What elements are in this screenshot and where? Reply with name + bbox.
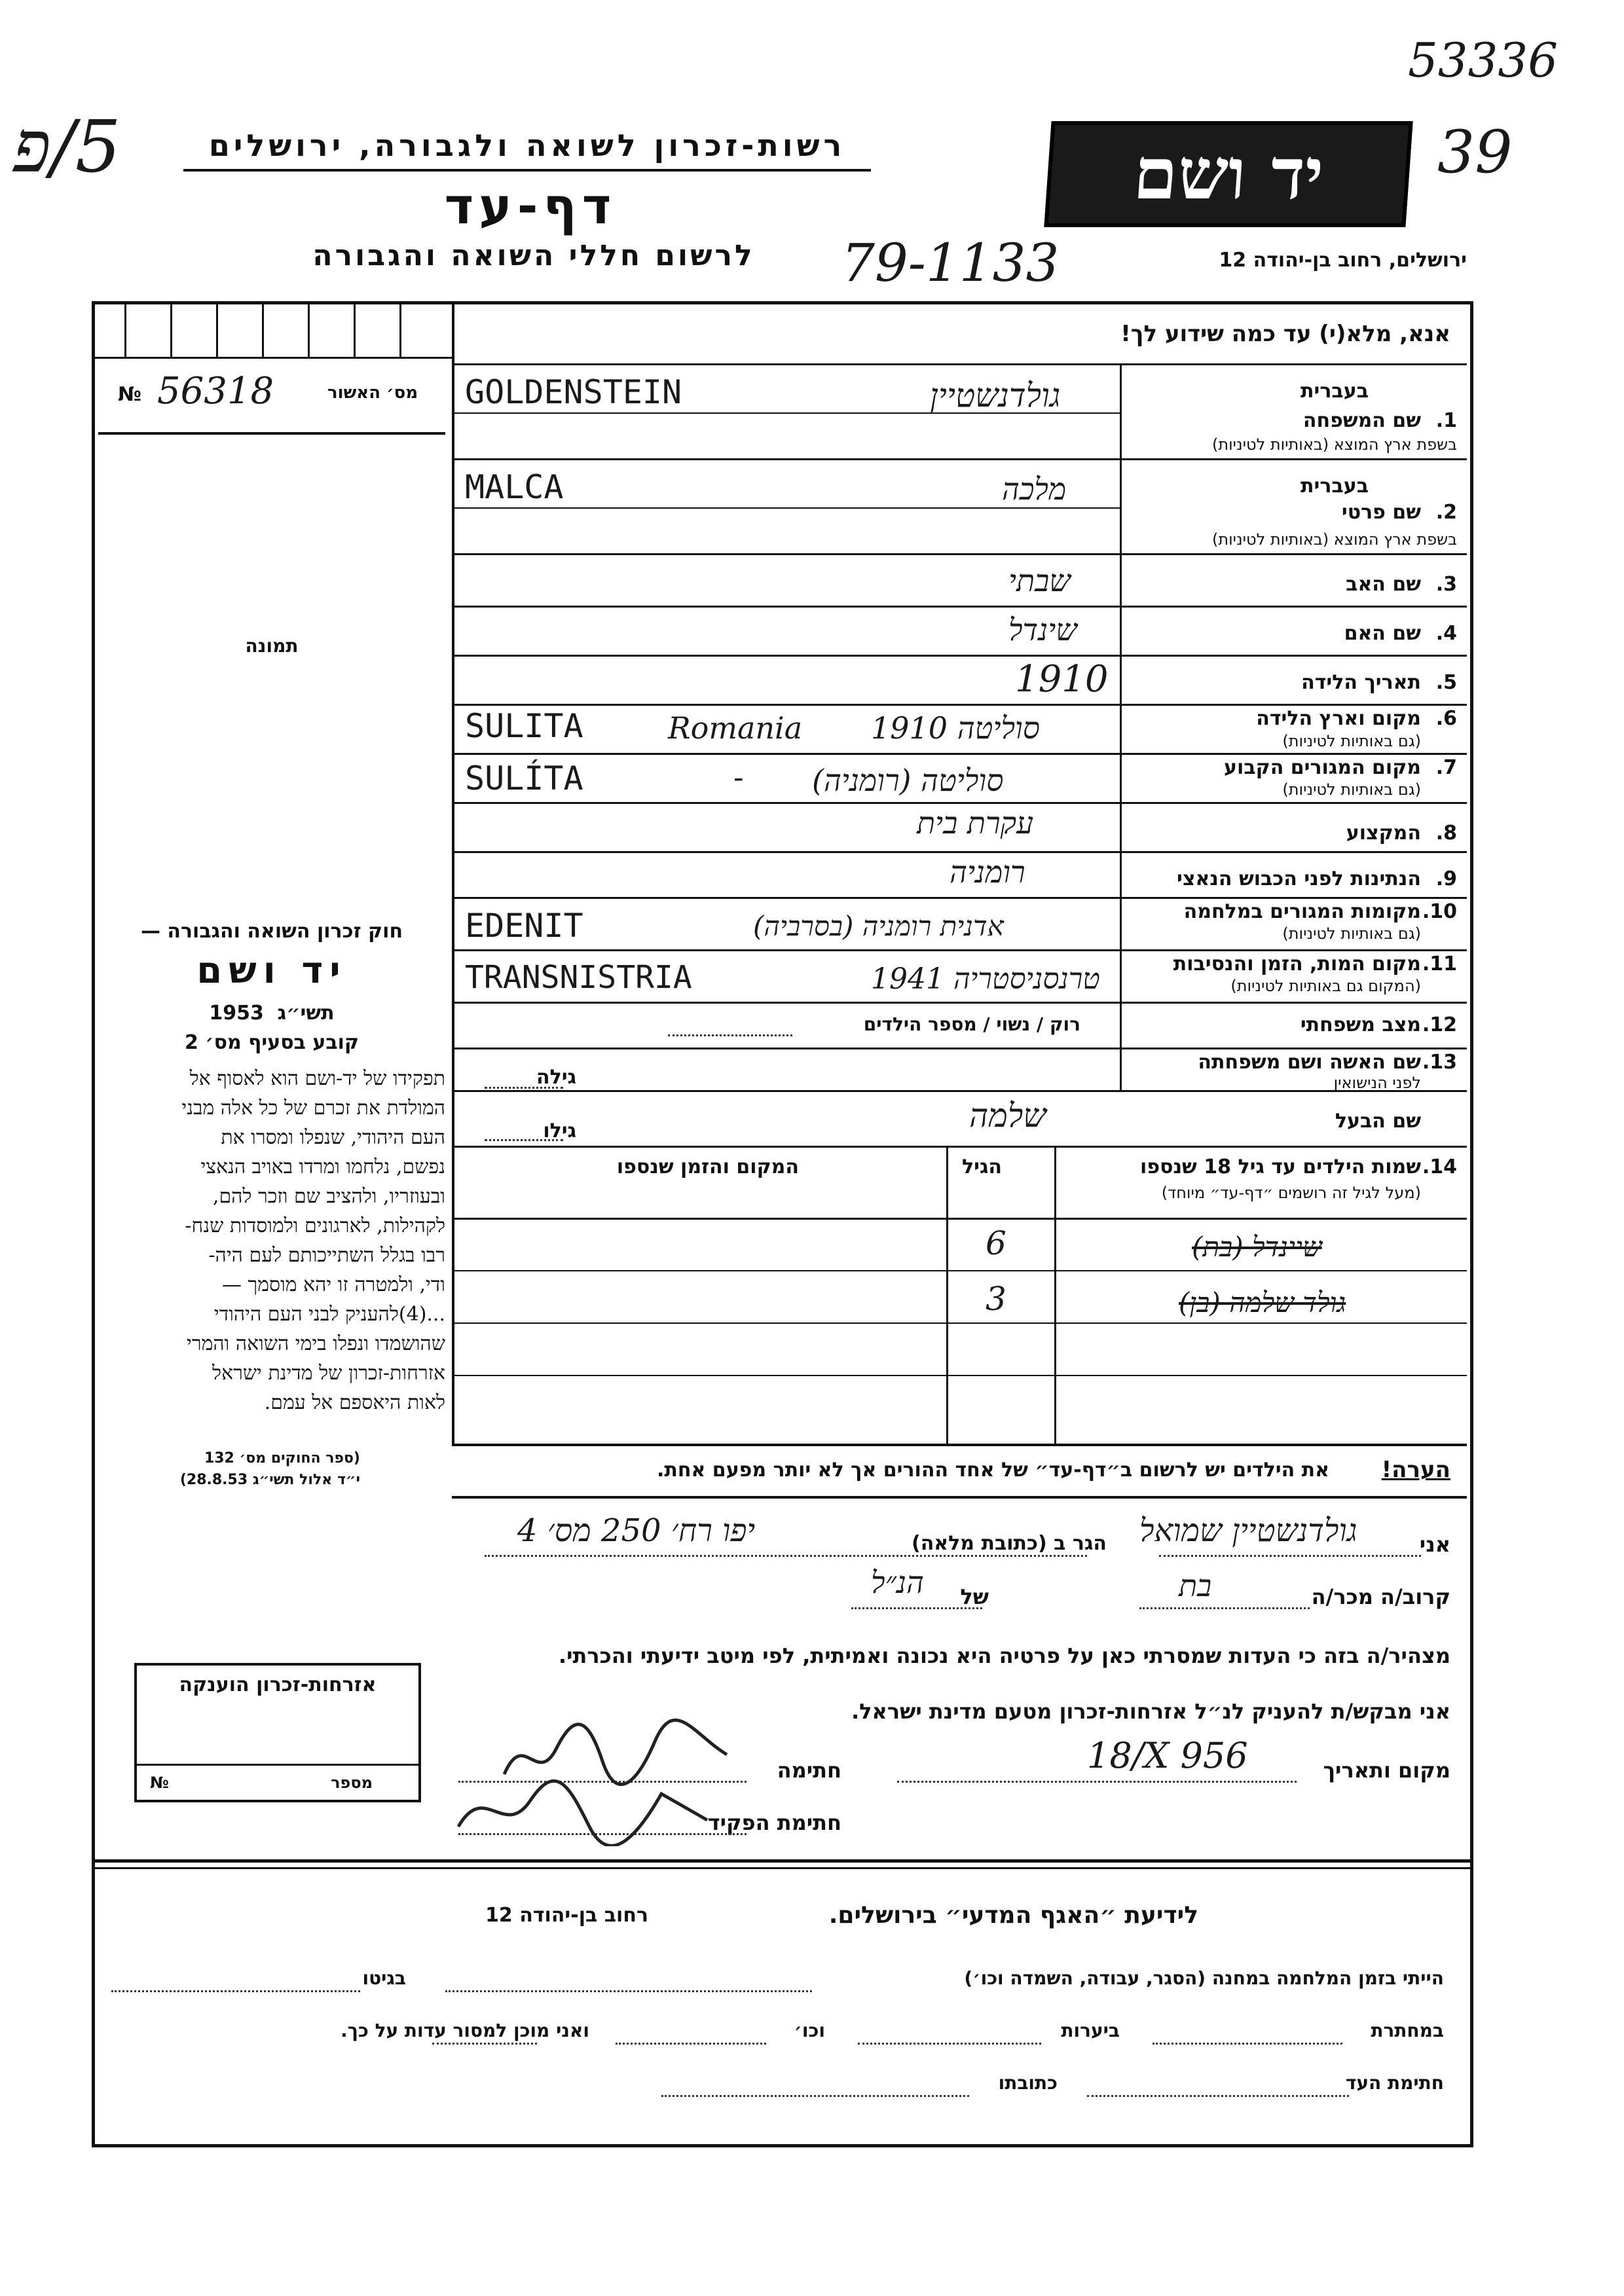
field14-place-col: המקום והזמן שנספו [616,1156,799,1178]
field6-latin2: Romania [668,710,803,746]
field6-hebrew: סוליטה 1910 [871,710,1040,746]
footer-heading: לידיעת ״האגף המדעי״ בירושלים. [828,1902,1198,1929]
field2-sub: בשפת ארץ המוצא (באותיות לטיניות) [1212,530,1457,549]
field6-sub: (גם באותיות לטיניות) [1282,732,1421,750]
field11-latin: TRANSNISTRIA [465,959,692,996]
husband-value: שלמה [969,1097,1046,1135]
law-body-line: המולדת את זכרם של כל אלה מבני [181,1097,445,1120]
field1-heb-tag: בעברית [1301,380,1369,403]
photo-label: תמונה [245,635,299,657]
field1-sub: בשפת ארץ המוצא (באותיות לטיניות) [1212,435,1457,454]
law-citation: (ספר החוקים מס׳ 132 [204,1450,360,1467]
footer-line2-b: ביערות [1061,2020,1120,2041]
field7-latin: SULÍTA [465,759,583,797]
field6-latin: SULITA [465,707,583,745]
declarant-address: יפו רח׳ 250 מס׳ 4 [517,1512,756,1549]
column-divider [452,301,454,1444]
husband-age-label: גילו [543,1120,576,1142]
footer-line2-c: וכו׳ [794,2020,825,2041]
declaration-text: מצהיר/ה בזה כי העדות שמסרתי כאן על פרטיה היא נכונה ואמיתית, לפי מיטב ידיעתי והכרתי. [558,1643,1450,1668]
law-year: 1953 תשי״ג [209,1002,335,1025]
field4-value: שינדל [1008,612,1077,647]
law-body-line: העם היהודי, שנפלו ומסרו את [221,1126,445,1149]
field3-label: שם האב [1346,573,1421,596]
field3-number: 3. [1435,573,1457,596]
logo-text: יד ושם [1130,133,1327,215]
field13-sub: לפני הנישואין [1333,1074,1421,1092]
field1-hebrew: גולדנשטיין [930,376,1061,414]
field7-dash: - [733,759,744,795]
law-body-line: תפקידו של יד-ושם הוא לאסוף אל [189,1067,445,1090]
field2-hebrew: מלכה [1002,471,1067,507]
law-body-line: אזרחות-זכרון של מדינת ישראל [212,1362,445,1385]
field6-number: 6. [1435,707,1457,730]
label-divider [1120,363,1122,1090]
intro-text: אנא, מלא(י) עד כמה שידוע לך! [1120,321,1450,347]
footer-line3-b: כתובתו [998,2072,1058,2094]
field10-latin: EDENIT [465,907,583,945]
field12-options: רוק / נשוי / מספר הילדים [863,1013,1080,1035]
field5-value: 1910 [1015,658,1109,701]
note-label: הערה! [1381,1457,1450,1483]
authority-name: רשות-זכרון לשואה ולגבורה, ירושלים [208,128,846,163]
field5-label: תאריך הלידה [1301,671,1421,694]
field11-hebrew: טרנסניסטריה 1941 [871,962,1100,996]
law-body-line: ודי, ולמטרה זו יהא מוסמך — [221,1273,445,1296]
field9-label: הנתינות לפני הכבוש הנאצי [1177,867,1421,890]
field10-label: מקומות המגורים במלחמה [1183,900,1421,923]
child2-name: גולד שלמה (בן) [1179,1286,1346,1319]
footer-line1-b: בגיטו [362,1967,406,1989]
child1-name: שיינדל (בת) [1192,1231,1322,1263]
law-citation-2: י״ד אלול תשי״ג 28.8.53) [179,1472,360,1488]
relative-label: קרוב/ה מכר/ה [1311,1584,1450,1609]
child1-age: 6 [986,1224,1006,1262]
field14-age-col: הגיל [962,1156,1002,1178]
field12-number: 12. [1422,1013,1457,1036]
signature-label: חתימה [777,1758,841,1783]
handwritten-ref: 79-1133 [841,232,1060,293]
law-body-line: נפשם, נלחמו ומרדו באויב הנאצי [200,1156,445,1178]
field12-label: מצב משפחתי [1300,1013,1421,1036]
law-body [98,1064,445,1417]
field9-number: 9. [1435,867,1457,890]
approval-label: מס׳ האשור [327,383,418,403]
field11-sub: (המקום גם באותיות לטיניות) [1230,977,1421,995]
footer-line1-a: הייתי בזמן המלחמה במחנה (הסגר, עבודה, השמדה וכו׳) [964,1967,1444,1989]
field14-label: שמות הילדים עד גיל 18 שנספו [1140,1156,1421,1178]
field6-label: מקום וארץ הלידה [1256,707,1421,730]
field11-number: 11. [1422,953,1457,975]
place-date-label: מקום ותאריך [1323,1758,1450,1783]
field9-value: רומניה [950,854,1025,890]
field10-number: 10. [1422,900,1457,923]
citizenship-title: אזרחות-זכרון הוענקה [179,1673,377,1696]
of-value: הנ״ל [871,1565,924,1600]
note-text: את הילדים יש לרשום ב״דף-עד״ של אחד ההורים אך לא יותר מפעם אחת. [657,1459,1329,1482]
law-body-line: ובעוזריו, ולהציב שם וזכר להם, [212,1185,445,1208]
field2-label: שם פרטי [1341,501,1421,524]
authority-underline [183,169,871,172]
field14-number: 14. [1422,1156,1457,1178]
clerk-label: חתימת הפקיד [707,1810,841,1835]
relative-value: בת [1179,1568,1212,1603]
clerk-signature-scribble [452,1774,714,1846]
field7-label: מקום המגורים הקבוע [1224,756,1421,779]
logo [1044,121,1412,227]
law-body-line: ...(4)להעניק לבני העם היהודי [213,1303,445,1326]
citizenship-number-label: מספר [331,1774,373,1792]
footer-line2-a: במחתרת [1371,2020,1444,2041]
field2-heb-tag: בעברית [1301,475,1369,498]
field13-age-label: גילה [536,1066,576,1089]
field7-number: 7. [1435,756,1457,779]
field4-number: 4. [1435,622,1457,645]
field1-number: 1. [1435,409,1457,432]
field11-label: מקום המות, הזמן והנסיבות [1173,953,1421,975]
declarant-lives-label: הגר ב (כתובת מלאה) [911,1532,1107,1555]
form-title: דף-עד [444,177,617,235]
declarant-ani: אני [1419,1532,1450,1557]
law-name: יד ושם [196,949,347,992]
field8-value: עקרת בית [917,805,1034,841]
field2-number: 2. [1435,501,1457,524]
field14-sub: (מעל לגיל זה רושמים ״דף-עד״ מיוחד) [1161,1184,1421,1202]
field5-number: 5. [1435,671,1457,694]
law-body-line: רבו בגלל השתייכותם לעם היה- [208,1244,445,1267]
approval-prefix: № [118,383,142,406]
field8-label: המקצוע [1346,822,1421,845]
field13-number: 13. [1422,1051,1457,1074]
husband-label: שם הבעל [1335,1110,1421,1133]
footer-line3-a: חתימת העד [1345,2072,1444,2094]
citizenship-num-sym: № [150,1774,169,1792]
corner-number: 53336 [1408,33,1559,88]
field4-label: שם האם [1344,622,1421,645]
law-body-line: שהושמדו ונפלו בימי השואה והמרי [186,1332,445,1355]
request-text: אני מבקש/ת להעניק לנ״ל אזרחות-זכרון מטעם מדינת ישראל. [851,1699,1450,1724]
law-title: חוק זכרון השואה והגבורה — [140,920,403,943]
field2-latin: MALCA [465,468,564,506]
field10-sub: (גם באותיות לטיניות) [1282,924,1421,943]
approval-number: 56318 [157,370,274,412]
law-body-line: לקהילות, לארגונים ולמוסדות שנח- [185,1214,445,1237]
declarant-name: גולדנשטיין שמואל [1139,1512,1357,1549]
field1-latin: GOLDENSTEIN [465,373,682,411]
field7-hebrew: סוליטה (רומניה) [812,763,1004,798]
field8-number: 8. [1435,822,1457,845]
field10-hebrew: אדנית רומניה (בסרביה) [753,910,1004,942]
field3-value: שבתי [1008,563,1071,598]
law-body-line: לאות היאספם אל עמם. [264,1391,445,1414]
footer-line2-d: ואני מוכן למסור עדות על כך. [341,2020,589,2041]
form-subtitle: לרשום חללי השואה והגבורה [312,239,755,272]
place-date-value: 18/X 956 [1087,1735,1248,1776]
law-clause: קובע בסעיף מס׳ 2 [184,1031,360,1054]
address-header: ירושלים, רחוב בן-יהודה 12 [1219,249,1467,272]
child2-age: 3 [986,1280,1006,1318]
field7-sub: (גם באותיות לטיניות) [1282,780,1421,799]
of-label: של [960,1584,989,1609]
field13-label: שם האשה ושם משפחתה [1198,1051,1421,1074]
footer-address: רחוב בן-יהודה 12 [485,1904,648,1927]
corner-subnumber: 39 [1437,118,1513,187]
citizenship-box [134,1663,421,1802]
left-mark: 5/פ [13,105,121,189]
field1-label: שם המשפחה [1302,409,1421,432]
